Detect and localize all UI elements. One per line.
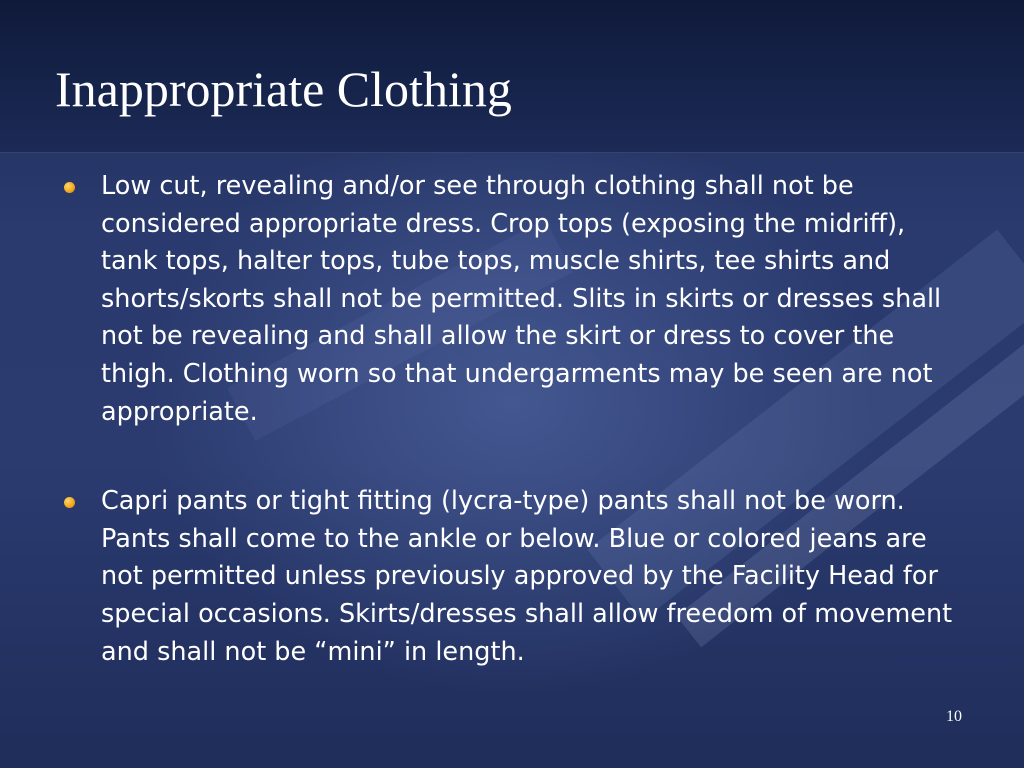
slide-title: Inappropriate Clothing — [55, 61, 512, 117]
bullet-list — [60, 168, 965, 723]
bullet-text: Capri pants or tight fitting (lycra-type) pants shall not be worn. Pants shall come to the ankle or below. Blue or colored jeans are not permitted unless previously approved by the Facility Head for special occasions. Skirts/dresses shall allow freedom of movement and shall not be “mini” in length. — [101, 486, 953, 667]
page-number: 10 — [946, 708, 962, 725]
bullet-dot-icon — [64, 497, 75, 508]
bullet-item — [60, 168, 965, 431]
bullet-item — [60, 483, 965, 671]
bullet-dot-icon — [64, 182, 75, 193]
bullet-text: Low cut, revealing and/or see through clothing shall not be considered appropriate dress. Crop tops (exposing the midriff), tank tops, halter tops, tube tops, muscle shirts, tee shirts and shorts/skorts shall not be permitted. Slits in skirts or dresses shall not be revealing and shall allow the skirt or dress to cover the thigh. Clothing worn so that undergarments may be seen are not appropriate. — [101, 171, 942, 427]
